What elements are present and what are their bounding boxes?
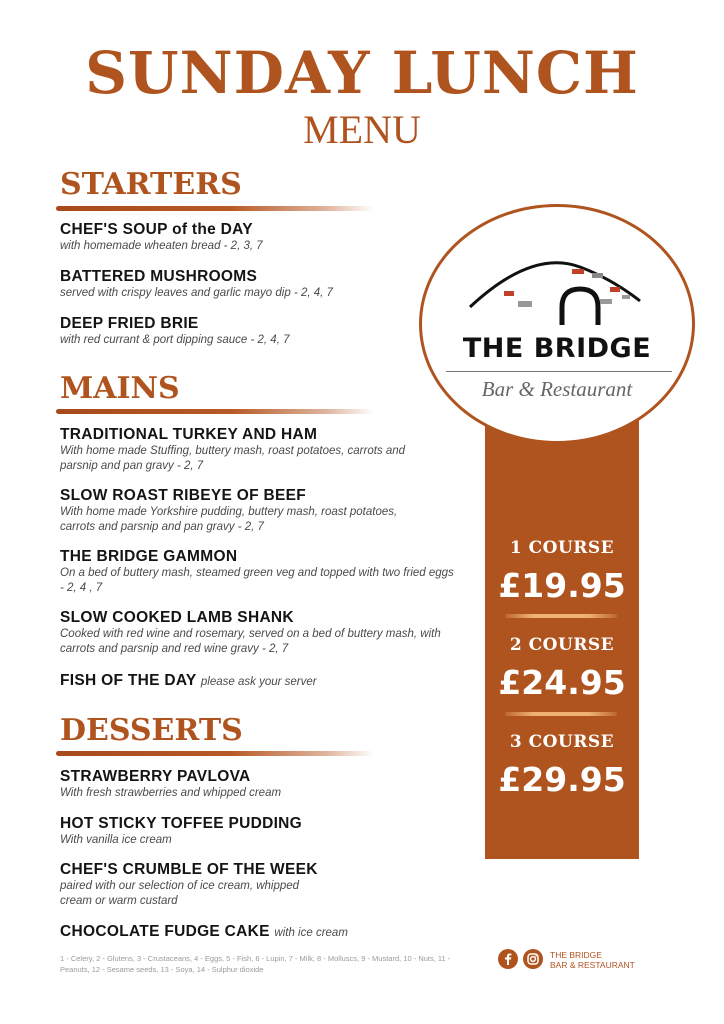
item-name: FISH OF THE DAY	[60, 672, 197, 689]
restaurant-logo	[419, 204, 695, 444]
menu-item-chefs-crumble	[60, 860, 460, 909]
item-name: TRADITIONAL TURKEY AND HAM	[60, 426, 318, 443]
facebook-icon[interactable]	[498, 949, 518, 969]
course-2-price: £24.95	[498, 663, 626, 702]
footer-brand-name: THE BRIDGE	[550, 950, 602, 960]
item-name: DEEP FRIED BRIE	[60, 315, 199, 332]
course-1-label: 1 COURSE	[509, 538, 615, 558]
footer-brand	[550, 950, 635, 970]
course-1-price: £19.95	[498, 566, 626, 605]
item-description: with ice cream	[274, 927, 348, 939]
menu-item-fish-of-the-day	[60, 671, 460, 692]
desserts-divider	[56, 751, 374, 756]
menu-item-battered-mushrooms	[60, 267, 460, 301]
course-3-label: 3 COURSE	[509, 732, 615, 752]
menu-subtitle: MENU	[303, 107, 421, 152]
price-divider	[505, 712, 617, 716]
course-3-price: £29.95	[498, 760, 626, 799]
item-name: HOT STICKY TOFFEE PUDDING	[60, 815, 303, 832]
mains-divider	[56, 409, 374, 414]
menu-item-deep-fried-brie	[60, 314, 460, 348]
item-name: STRAWBERRY PAVLOVA	[60, 768, 251, 785]
item-name: BATTERED MUSHROOMS	[60, 268, 258, 285]
bridge-arch-icon	[422, 207, 695, 327]
mains-heading: MAINS	[60, 371, 180, 406]
menu-item-strawberry-pavlova	[60, 767, 460, 801]
menu-item-sticky-toffee-pudding	[60, 814, 460, 848]
item-description: On a bed of buttery mash, steamed green veg and topped with two fried eggs - 2, 4 , 7	[60, 567, 454, 594]
logo-name: THE BRIDGE	[462, 333, 652, 364]
item-description: please ask your server	[200, 676, 317, 688]
item-name: CHOCOLATE FUDGE CAKE	[60, 923, 270, 940]
item-name: SLOW COOKED LAMB SHANK	[60, 609, 294, 626]
menu-item-chocolate-fudge-cake	[60, 922, 460, 943]
item-name: SLOW ROAST RIBEYE OF BEEF	[60, 487, 307, 504]
item-description: served with crispy leaves and garlic mayo dip - 2, 4, 7	[60, 287, 333, 299]
item-name: THE BRIDGE GAMMON	[60, 548, 238, 565]
item-description: With fresh strawberries and whipped cream	[60, 787, 282, 799]
item-description: With home made Yorkshire pudding, buttery mash, roast potatoes, carrots and parsnip and pan gravy - 2, 7	[60, 506, 398, 533]
menu-item-chefs-soup	[60, 220, 460, 254]
item-description: Cooked with red wine and rosemary, served on a bed of buttery mash, with carrots and parsnip and red wine gravy - 2, 7	[60, 628, 441, 655]
item-description: with homemade wheaten bread - 2, 3, 7	[60, 240, 263, 252]
logo-divider	[446, 371, 672, 372]
footer-brand-tagline: BAR & RESTAURANT	[550, 960, 635, 970]
starters-divider	[56, 206, 374, 211]
item-name: CHEF'S CRUMBLE OF THE WEEK	[60, 861, 318, 878]
menu-item-turkey-and-ham	[60, 425, 460, 474]
logo-tagline: Bar & Restaurant	[481, 377, 633, 401]
item-description: With home made Stuffing, buttery mash, roast potatoes, carrots and parsnip and pan gravy - 2, 7	[60, 445, 406, 472]
menu-title: SUNDAY LUNCH	[85, 39, 639, 107]
course-2-label: 2 COURSE	[509, 635, 615, 655]
item-description: paired with our selection of ice cream, whipped cream or warm custard	[60, 880, 300, 907]
allergen-legend: 1 - Celery, 2 - Glutens, 3 - Crustaceans, 4 - Eggs, 5 - Fish, 6 - Lupin, 7 - Milk, 8 - Molluscs, 9 - Mustard, 10 - Nuts, 11 - Peanuts, 12 - Sesame seeds, 13 - Soya, 14 - Sulphur dioxide	[60, 954, 451, 974]
item-description: with red currant & port dipping sauce - 2, 4, 7	[60, 334, 290, 346]
menu-item-bridge-gammon	[60, 547, 460, 596]
price-divider	[505, 614, 617, 618]
item-description: With vanilla ice cream	[60, 834, 172, 846]
desserts-heading: DESSERTS	[60, 713, 243, 748]
starters-heading: STARTERS	[60, 167, 242, 202]
item-name: CHEF'S SOUP of the DAY	[60, 221, 253, 238]
instagram-icon[interactable]	[523, 949, 543, 969]
menu-item-ribeye-of-beef	[60, 486, 460, 535]
menu-item-lamb-shank	[60, 608, 460, 657]
